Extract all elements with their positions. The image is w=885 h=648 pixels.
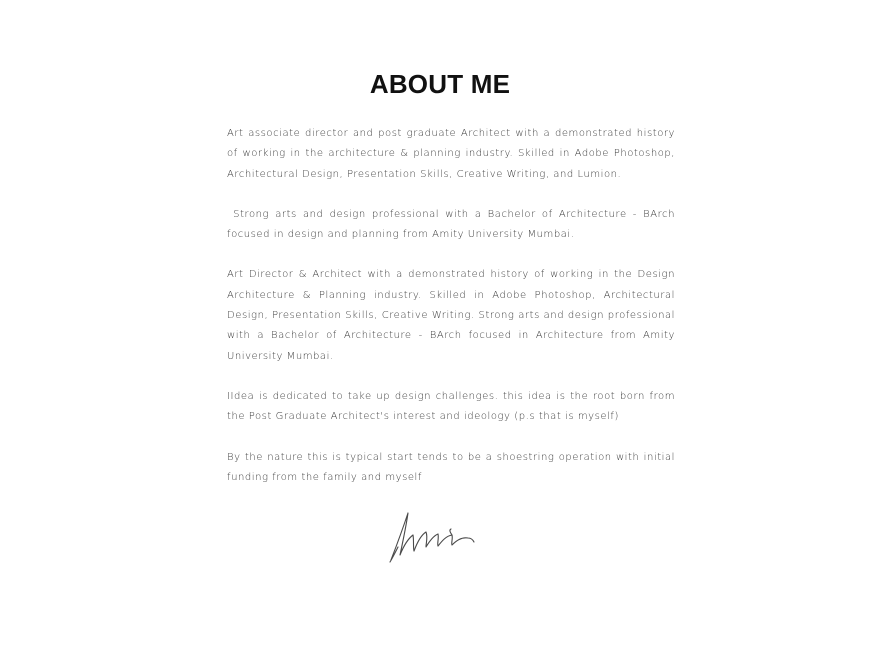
handwritten-signature-icon [386, 505, 478, 567]
about-paragraph-3: Art Director & Architect with a demonstrated history of working in the Design Architecture & Planning industry. Skilled in Adobe Photoshop, Architectural Design, Presentation Skills, Creative Writing. Strong arts and design professional with a Bachelor of Architecture - BArch focused in Architecture from Amity University Mumbai. [227, 269, 675, 362]
about-paragraph-5: By the nature this is typical start tends to be a shoestring operation with initial funding from the family and myself [227, 451, 675, 483]
about-body [227, 124, 675, 508]
page-title: ABOUT ME [369, 69, 511, 99]
about-paragraph-1: Art associate director and post graduate Architect with a demonstrated history of working in the architecture & planning industry. Skilled in Adobe Photoshop, Architectural Design, Presentation Skills, Creative Writing, and Lumion. [227, 128, 675, 180]
about-paragraph-2: Strong arts and design professional with a Bachelor of Architecture - BArch focused in design and planning from Amity University Mumbai. [227, 208, 675, 241]
about-paragraph-4: IIdea is dedicated to take up design challenges. this idea is the root born from the Post Graduate Architect's interest and ideology (p.s that is myself) [227, 390, 675, 423]
